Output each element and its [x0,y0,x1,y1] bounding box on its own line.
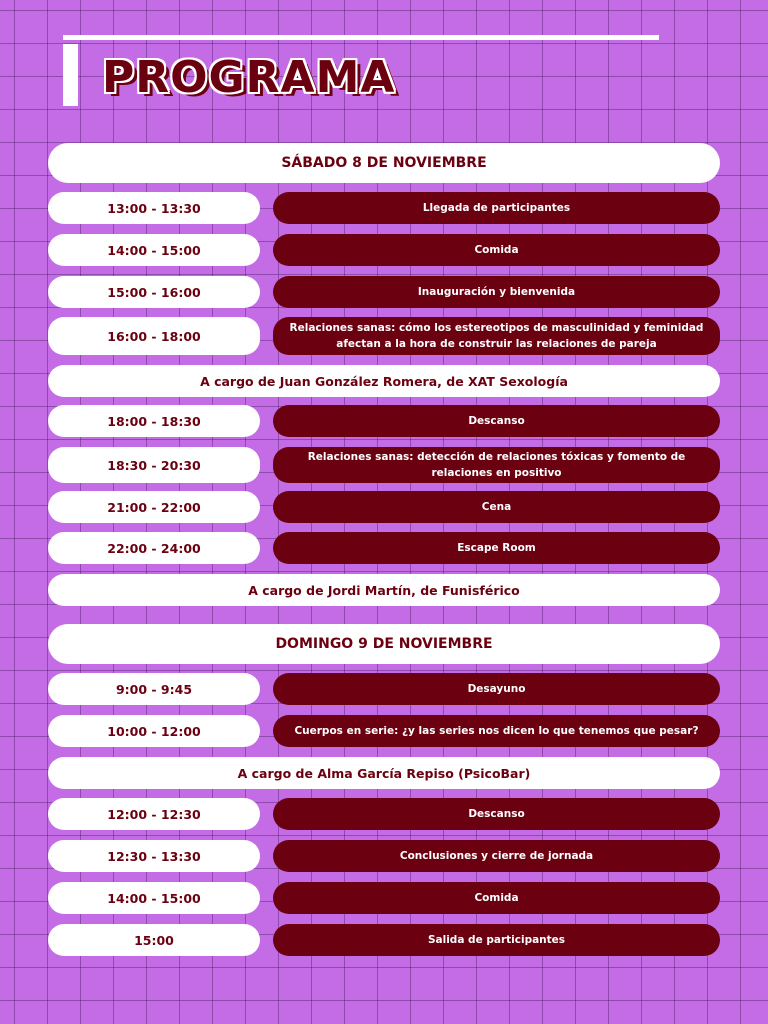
schedule-row [48,715,720,747]
schedule-row [48,276,720,308]
time-slot: 22:00 - 24:00 [48,532,260,564]
decorative-side-bar [63,44,78,106]
schedule-row [48,882,720,914]
event-label: Salida de participantes [273,924,720,956]
time-slot: 10:00 - 12:00 [48,715,260,747]
day-header-saturday: SÁBADO 8 DE NOVIEMBRE [48,143,720,183]
event-label: Descanso [273,798,720,830]
event-label: Inauguración y bienvenida [273,276,720,308]
schedule-row [48,234,720,266]
time-slot: 9:00 - 9:45 [48,673,260,705]
day-header-sunday: DOMINGO 9 DE NOVIEMBRE [48,624,720,664]
schedule-row [48,798,720,830]
page-title: PROGRAMA [102,52,396,103]
event-label: Conclusiones y cierre de jornada [273,840,720,872]
time-slot: 15:00 [48,924,260,956]
schedule-row [48,532,720,564]
speaker-credit: A cargo de Juan González Romera, de XAT Sexología [48,365,720,397]
schedule-row [48,192,720,224]
time-slot: 16:00 - 18:00 [48,317,260,355]
schedule-row [48,840,720,872]
time-slot: 13:00 - 13:30 [48,192,260,224]
event-label: Cuerpos en serie: ¿y las series nos dicen lo que tenemos que pesar? [273,715,720,747]
schedule-row [48,405,720,437]
time-slot: 14:00 - 15:00 [48,234,260,266]
event-label: Escape Room [273,532,720,564]
schedule-row [48,491,720,523]
time-slot: 14:00 - 15:00 [48,882,260,914]
time-slot: 12:30 - 13:30 [48,840,260,872]
speaker-credit: A cargo de Alma García Repiso (PsicoBar) [48,757,720,789]
decorative-top-line [63,35,659,40]
event-label: Descanso [273,405,720,437]
time-slot: 21:00 - 22:00 [48,491,260,523]
schedule-row [48,673,720,705]
event-label: Llegada de participantes [273,192,720,224]
event-label: Cena [273,491,720,523]
speaker-credit: A cargo de Jordi Martín, de Funisférico [48,574,720,606]
time-slot: 18:00 - 18:30 [48,405,260,437]
schedule-row [48,447,720,483]
event-label: Desayuno [273,673,720,705]
time-slot: 12:00 - 12:30 [48,798,260,830]
event-label: Comida [273,234,720,266]
event-label: Relaciones sanas: cómo los estereotipos de masculinidad y feminidad afectan a la hora de construir las relaciones de pareja [273,317,720,355]
schedule-row [48,924,720,956]
event-label: Comida [273,882,720,914]
time-slot: 15:00 - 16:00 [48,276,260,308]
event-label: Relaciones sanas: detección de relaciones tóxicas y fomento de relaciones en positivo [273,447,720,483]
time-slot: 18:30 - 20:30 [48,447,260,483]
schedule-row [48,317,720,355]
